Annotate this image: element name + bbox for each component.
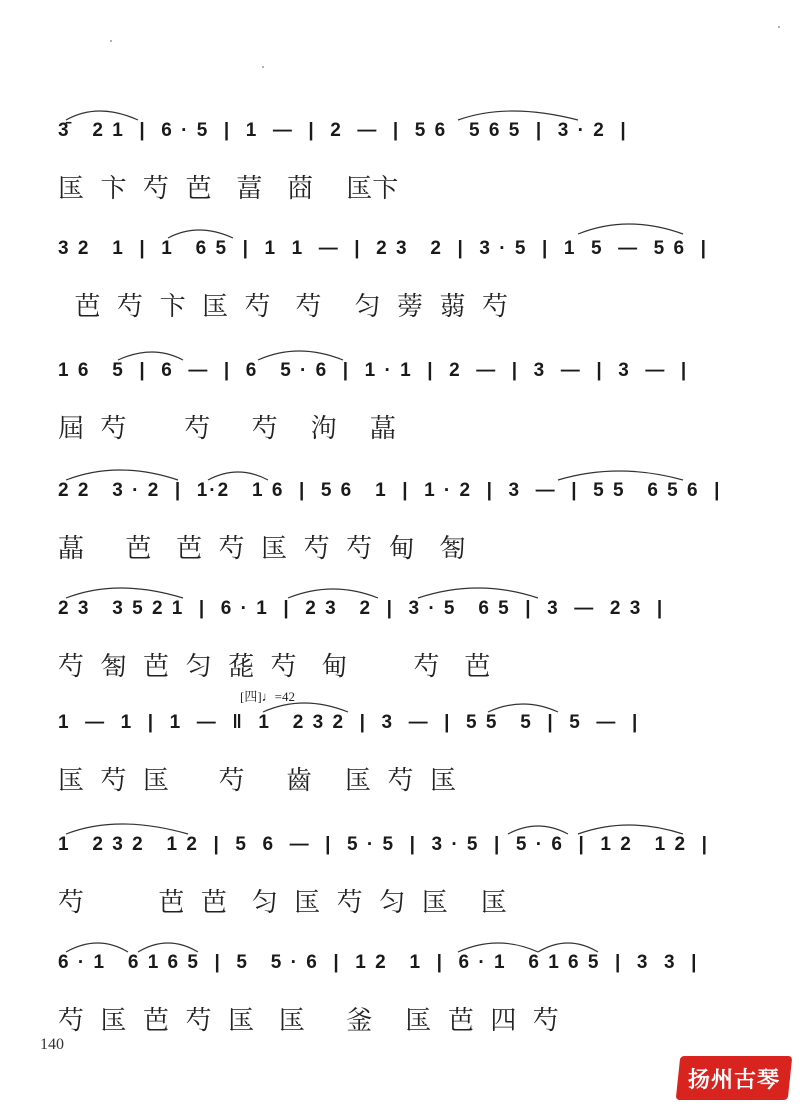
guqin-tablature: 匤 芍 匤 芍 齒 匤 芍 匤 bbox=[58, 766, 457, 796]
jianpu-notation: 3 2 1 | 1 6 5 | 1 1 — | 2 3 2 | 3 · 5 | 1 5 — 5 6 | bbox=[58, 238, 708, 259]
guqin-tablature: 屆 芍 芍 芍 泃 蕌 bbox=[58, 414, 396, 444]
guqin-tablature: 芍 芭 芭 匀 匤 芍 匀 匤 匤 bbox=[58, 888, 507, 918]
guqin-tablature: 芍 匤 芭 芍 匤 匤 釜 匤 芭 四 芍 bbox=[58, 1006, 559, 1036]
guqin-tablature: 匤 卞 芍 芭 葍 莔 匤卞 bbox=[58, 174, 399, 204]
logo-text: 扬州古琴 bbox=[687, 1067, 780, 1093]
scan-speck bbox=[262, 66, 264, 68]
jianpu-notation: 1 6 5 | 6 — | 6 5 · 6 | 1 · 1 | 2 — | 3 — | 3 — | bbox=[58, 360, 689, 381]
guqin-tablature: 蕌 芭 芭 芍 匤 芍 芍 甸 匒 bbox=[58, 534, 466, 564]
guqin-tablature: 芍 匒 芭 匀 蒊 芍 甸 芍 芭 bbox=[58, 652, 491, 682]
jianpu-notation: 1 — 1 | 1 — ‖ 1 2 3 2 | 3 — | 5 5 5 | 5 — | bbox=[58, 712, 640, 733]
jianpu-notation: 1 2 3 2 1 2 | 5 6 — | 5 · 5 | 3 · 5 | 5 · 6 | 1 2 1 2 | bbox=[58, 834, 709, 855]
watermark-logo bbox=[676, 1056, 793, 1100]
page-number: 140 bbox=[40, 1036, 64, 1053]
scan-speck bbox=[110, 40, 112, 42]
jianpu-notation: 2 2 3 · 2 | 1·2 1 6 | 5 6 1 | 1 · 2 | 3 — | 5 5 6 5 6 | bbox=[58, 480, 722, 501]
jianpu-notation: 6 · 1 6 1 6 5 | 5 5 · 6 | 1 2 1 | 6 · 1 6 1 6 5 | 3 3 | bbox=[58, 952, 699, 973]
scan-speck bbox=[778, 26, 780, 28]
tempo-marking: [四]♩=42 bbox=[240, 689, 295, 704]
jianpu-notation: 2 3 3 5 2 1 | 6 · 1 | 2 3 2 | 3 · 5 6 5 | 3 — 2 3 | bbox=[58, 598, 665, 619]
jianpu-notation: 3̄ 2 1 | 6 · 5 | 1 — | 2 — | 5 6 5 6 5 | 3 · 2 | bbox=[58, 120, 628, 141]
guqin-tablature: 芭 芍 卞 匤 芍 芍 匀 蒡 蒻 芍 bbox=[58, 292, 509, 322]
